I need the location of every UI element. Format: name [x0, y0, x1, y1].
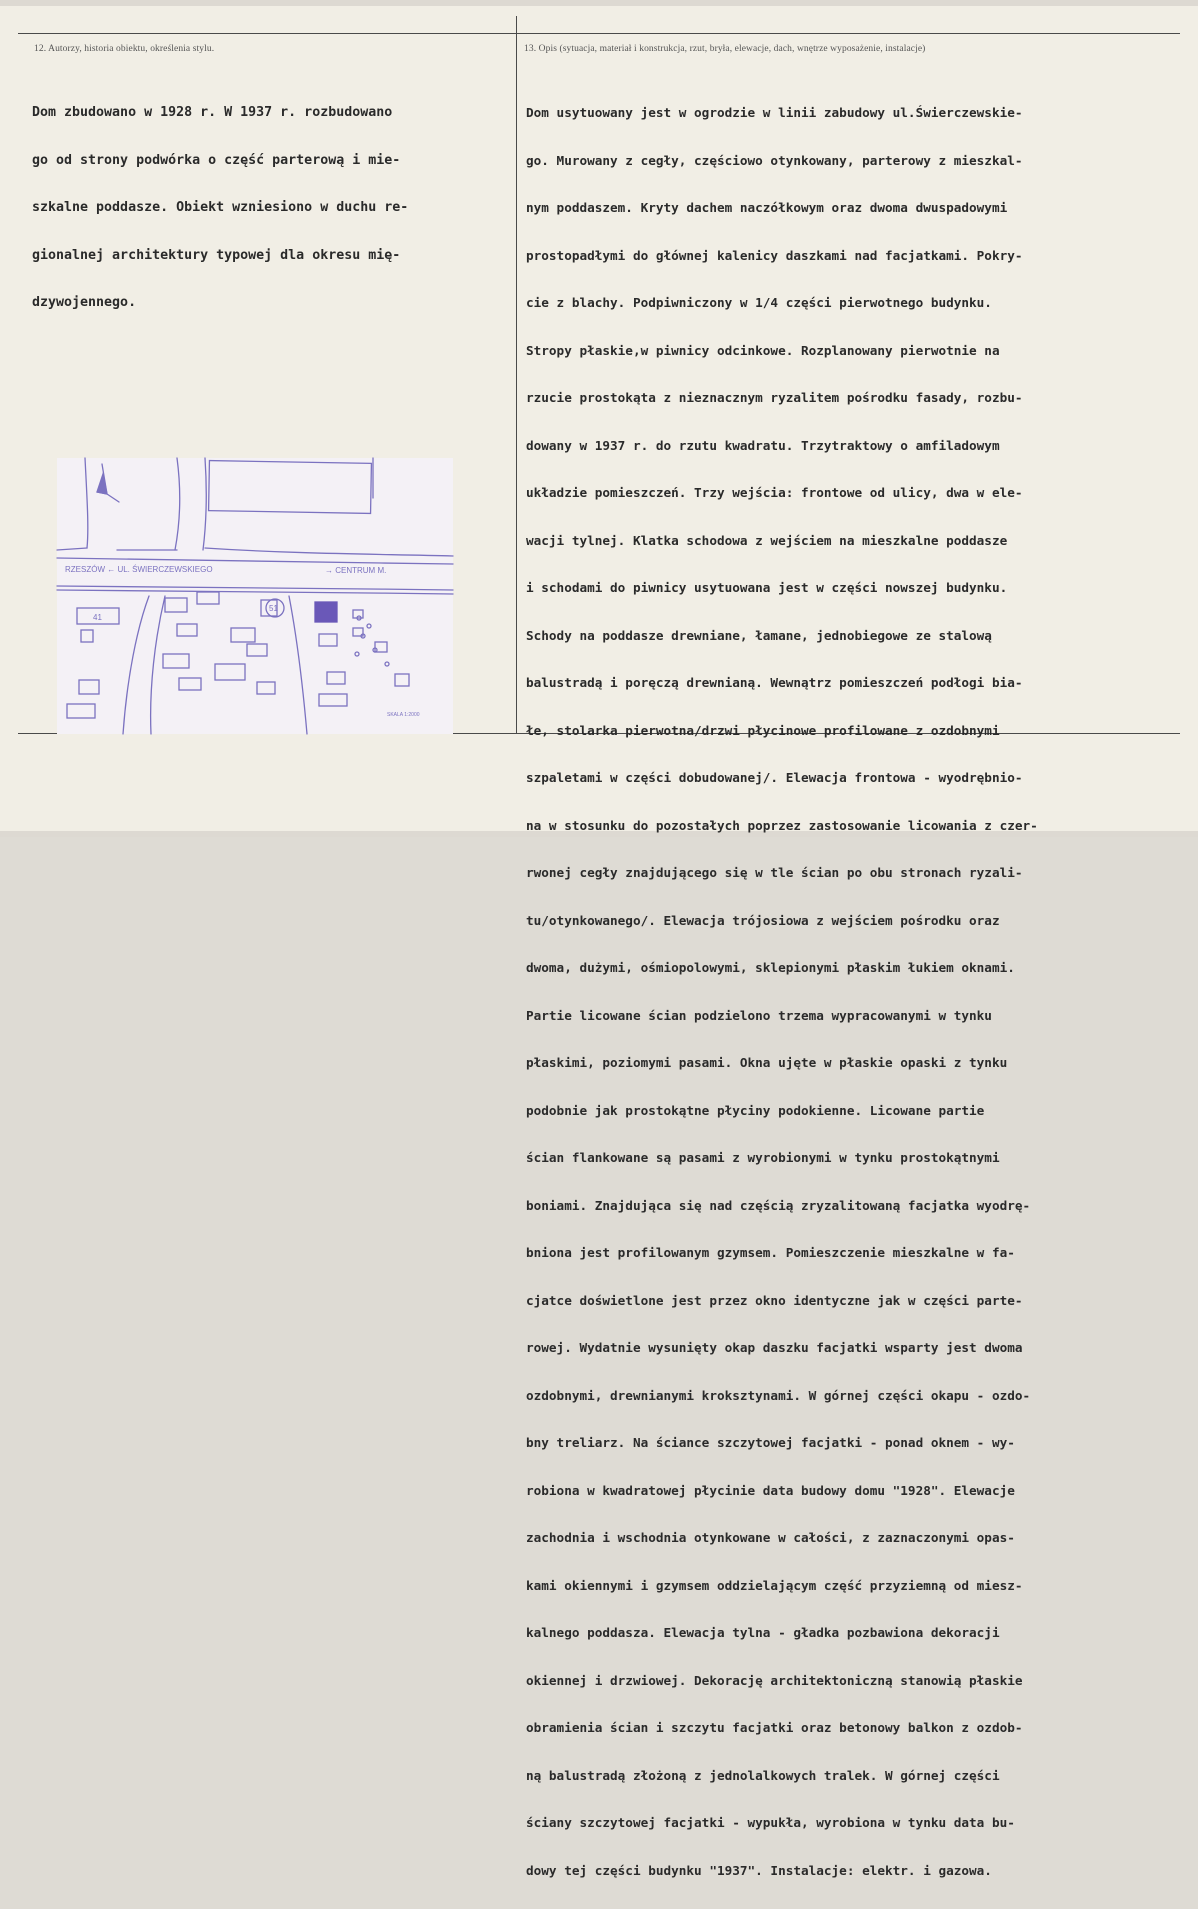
text-line: Schody na poddasze drewniane, łamane, jednobiegowe ze stalową — [526, 627, 992, 643]
text-line: Dom usytuowany jest w ogrodzie w linii zabudowy ul.Świerczewskie- — [526, 105, 1023, 120]
text-line: na w stosunku do pozostałych poprzez zastosowanie licowania z czer- — [526, 817, 1038, 833]
text-line: nym poddaszem. Kryty dachem naczółkowym oraz dwoma dwuspadowymi — [526, 200, 1008, 215]
text-line: podobnie jak prostokątne płyciny podokienne. Licowane partie — [526, 1102, 985, 1118]
text-line: ściany szczytowej facjatki - wypukła, wyrobiona w tynku data bu- — [526, 1815, 1015, 1830]
text-line: kalnego poddasza. Elewacja tylna - gładka pozbawiona dekoracji — [526, 1625, 1000, 1640]
text-line: Stropy płaskie,w piwnicy odcinkowe. Rozplanowany pierwotnie na — [526, 342, 1000, 358]
text-line: kami okiennymi i gzymsem oddzielającym część przyziemną od miesz- — [526, 1577, 1023, 1593]
site-plan-map — [57, 458, 453, 734]
page-edge — [0, 0, 1198, 6]
scale-label: SKALA 1:2000 — [387, 712, 420, 718]
text-line: rwonej cegły znajdującego się w tle ścian po obu stronach ryzali- — [526, 865, 1023, 880]
column-divider — [516, 16, 517, 734]
text-line: rowej. Wydatnie wysunięty okap daszku facjatki wsparty jest dwoma — [526, 1340, 1023, 1355]
right-section-header: 13. Opis (sytuacja, materiał i konstrukcja, rzut, bryła, elewacje, dach, wnętrze wyposażenie, instalacje) — [524, 44, 926, 54]
text-line: prostopadłymi do głównej kalenicy daszkami nad facjatkami. Pokry- — [526, 247, 1023, 263]
text-line: zachodnia i wschodnia otynkowane w całości, z zaznaczonymi opas- — [526, 1530, 1015, 1545]
description-text — [526, 74, 1038, 1909]
text-line: dowany w 1937 r. do rzutu kwadratu. Trzytraktowy o amfiladowym — [526, 437, 1000, 453]
top-rule — [18, 33, 1180, 34]
text-line: cie z blachy. Podpiwniczony w 1/4 części pierwotnego budynku. — [526, 295, 992, 310]
text-line: rzucie prostokąta z nieznacznym ryzalitem pośrodku fasady, rozbu- — [526, 390, 1023, 405]
text-line: Dom zbudowano w 1928 r. W 1937 r. rozbudowano — [32, 105, 393, 120]
text-line: tu/otynkowanego/. Elewacja trójosiowa z wejściem pośrodku oraz — [526, 912, 1000, 928]
text-line: bniona jest profilowanym gzymsem. Pomieszczenie mieszkalne w fa- — [526, 1245, 1015, 1260]
text-line: boniami. Znajdująca się nad częścią zryzalitowaną facjatka wyodrę- — [526, 1197, 1031, 1213]
text-line: go od strony podwórka o część parterową i mie- — [32, 152, 401, 168]
highlighted-house-marker — [315, 602, 337, 622]
text-line: Partie licowane ścian podzielono trzema wypracowanymi w tynku — [526, 1007, 992, 1023]
street-label-left: RZESZÓW ← UL. ŚWIERCZEWSKIEGO — [65, 565, 213, 574]
text-line: płaskimi, poziomymi pasami. Okna ujęte w płaskie opaski z tynku — [526, 1055, 1008, 1070]
text-line: szkalne poddasze. Obiekt wzniesiono w duchu re- — [32, 200, 409, 215]
text-line: bny treliarz. Na ściance szczytowej facjatki - ponad oknem - wy- — [526, 1435, 1015, 1450]
site-plan-linework — [57, 458, 453, 734]
text-line: ozdobnymi, drewnianymi kroksztynami. W górnej części okapu - ozdo- — [526, 1387, 1031, 1403]
text-line: robiona w kwadratowej płycinie data budowy domu "1928". Elewacje — [526, 1482, 1015, 1498]
text-line: wacji tylnej. Klatka schodowa z wejściem na mieszkalne poddasze — [526, 532, 1008, 548]
text-line: cjatce doświetlone jest przez okno identyczne jak w części parte- — [526, 1292, 1023, 1308]
site-plan-drawing — [57, 458, 453, 734]
house-number-label: 41 — [93, 613, 102, 622]
text-line: ścian flankowane są pasami z wyrobionymi w tynku prostokątnymi — [526, 1150, 1000, 1165]
text-line: gionalnej architektury typowej dla okresu mię- — [32, 247, 401, 263]
text-line: balustradą i poręczą drewnianą. Wewnątrz pomieszczeń podłogi bia- — [526, 675, 1023, 690]
text-line: układzie pomieszczeń. Trzy wejścia: frontowe od ulicy, dwa w ele- — [526, 485, 1023, 500]
text-line: dwoma, dużymi, ośmiopolowymi, sklepionymi płaskim łukiem oknami. — [526, 960, 1015, 975]
left-section-header: 12. Autorzy, historia obiektu, określenia stylu. — [34, 44, 215, 54]
text-line: dzywojennego. — [32, 295, 137, 310]
text-line: ną balustradą złożoną z jednolalkowych tralek. W górnej części — [526, 1767, 1000, 1783]
text-line: i schodami do piwnicy usytuowana jest w części nowszej budynku. — [526, 580, 1008, 595]
text-line: go. Murowany z cegły, częściowo otynkowany, parterowy z mieszkal- — [526, 152, 1023, 168]
text-line: obramienia ścian i szczytu facjatki oraz betonowy balkon z ozdob- — [526, 1720, 1023, 1735]
text-line: łe, stolarka pierwotna/drzwi płycinowe profilowane z ozdobnymi — [526, 722, 1000, 738]
street-label-right: → CENTRUM M. — [325, 566, 387, 575]
text-line: dowy tej części budynku "1937". Instalacje: elektr. i gazowa. — [526, 1862, 992, 1878]
history-text — [32, 74, 408, 342]
text-line: szpaletami w części dobudowanej/. Elewacja frontowa - wyodrębnio- — [526, 770, 1023, 785]
text-line: okiennej i drzwiowej. Dekorację architektoniczną stanowią płaskie — [526, 1672, 1023, 1688]
house-number-label: 51 — [269, 604, 278, 613]
